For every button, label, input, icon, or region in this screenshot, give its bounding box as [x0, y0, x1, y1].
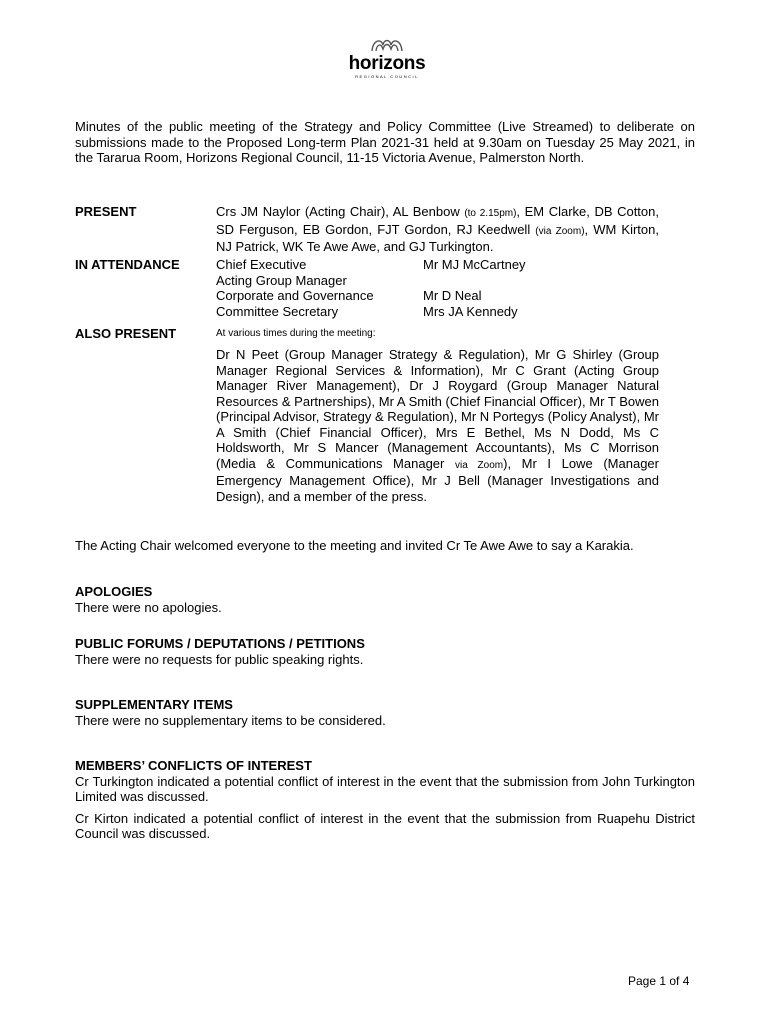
minutes-intro: Minutes of the public meeting of the Strategy and Policy Committee (Live Streamed) to deliberate on submissions made to the Proposed Long-term Plan 2021-31 held at 9.30am on Tuesday 25 May 2021, in the Tararua Room, Horizons Regional Council, 11-15 Victoria Avenue, Palmerston North. — [75, 119, 695, 165]
conflicts-section — [75, 758, 695, 842]
conflicts-heading: MEMBERS’ CONFLICTS OF INTEREST — [75, 758, 312, 773]
public-forums-text: There were no requests for public speaking rights. — [75, 651, 364, 667]
attendance-row: Committee Secretary Mrs JA Kennedy — [216, 303, 518, 319]
attendance-table — [216, 257, 526, 319]
apologies-section — [75, 584, 695, 615]
also-present-label: ALSO PRESENT — [75, 326, 177, 341]
public-forums-heading: PUBLIC FORUMS / DEPUTATIONS / PETITIONS — [75, 636, 365, 651]
attendance-label: IN ATTENDANCE — [75, 257, 180, 272]
conflicts-text-1: Cr Turkington indicated a potential conflict of interest in the event that the submission from John Turkington Limited was discussed. — [75, 773, 695, 804]
also-present-list: Dr N Peet (Group Manager Strategy & Regulation), Mr G Shirley (Group Manager Regional Services & Information), Mr C Grant (Acting Group Manager River Management), Dr J Roygard (Group Manager Natural Resources & Partnerships), Mr A Smith (Chief Financial Officer), Mr T Bowen (Principal Advisor, Strategy & Regulation), Mr N Portegys (Policy Analyst), Mr A Smith (Chief Financial Officer), Mrs E Bethel, Ms N Dodd, Ms C Holdsworth, Mr S Mancer (Management Accountants), Ms C Morrison (Media & Communications Manager via Zoom), Mr I Lowe (Manager Emergency Management Office), Mr J Bell (Manager Investigations and Design), and a member of the press. — [216, 347, 659, 504]
present-list: Crs JM Naylor (Acting Chair), AL Benbow (to 2.15pm), EM Clarke, DB Cotton, SD Ferguson, EB Gordon, FJT Gordon, RJ Keedwell (via Zoom), WM Kirton, NJ Patrick, WK Te Awe Awe, and GJ Turkington. — [216, 204, 659, 254]
logo-mark-icon — [370, 36, 404, 52]
apologies-text: There were no apologies. — [75, 599, 222, 615]
attendance-row: Chief Executive Mr MJ McCartney — [216, 257, 526, 272]
logo-subtitle: REGIONAL COUNCIL — [355, 74, 419, 79]
attendance-row: Corporate and Governance Mr D Neal — [216, 288, 482, 303]
apologies-heading: APOLOGIES — [75, 584, 153, 599]
supplementary-text: There were no supplementary items to be considered. — [75, 712, 386, 728]
logo-wordmark: horizons — [348, 53, 426, 74]
supplementary-section — [75, 697, 695, 728]
public-forums-section — [75, 636, 695, 667]
also-present-note: At various times during the meeting: — [216, 328, 376, 339]
supplementary-heading: SUPPLEMENTARY ITEMS — [75, 697, 233, 712]
attendance-row: Acting Group Manager — [216, 272, 347, 288]
present-label: PRESENT — [75, 204, 137, 219]
page-number: Page 1 of 4 — [628, 974, 690, 988]
welcome-text: The Acting Chair welcomed everyone to the meeting and invited Cr Te Awe Awe to say a Karakia. — [75, 538, 634, 553]
horizons-logo — [342, 36, 432, 79]
conflicts-text-2: Cr Kirton indicated a potential conflict of interest in the event that the submission from Ruapehu District Council was discussed. — [75, 810, 695, 841]
